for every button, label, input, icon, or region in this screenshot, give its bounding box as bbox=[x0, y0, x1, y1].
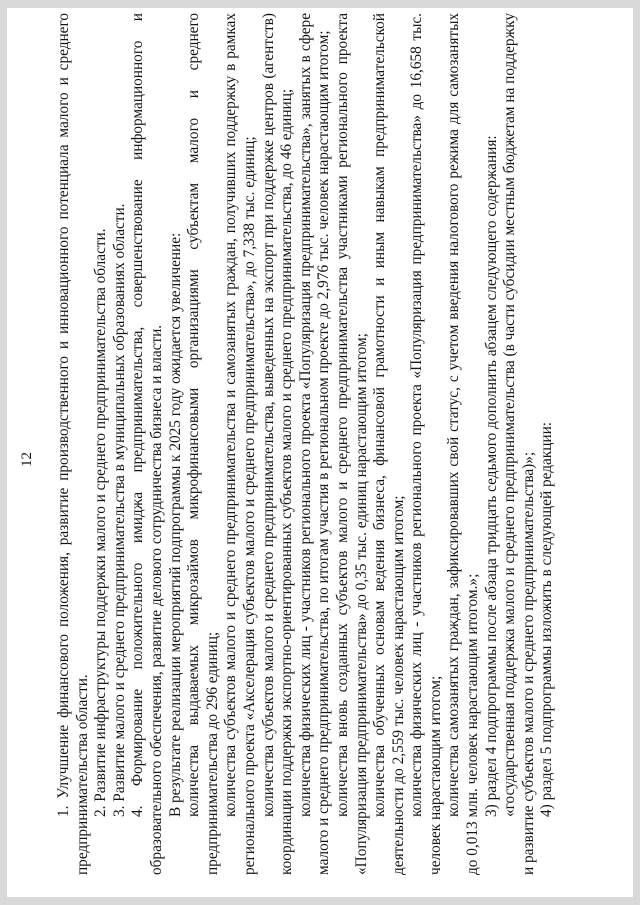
document-page bbox=[7, 8, 633, 897]
paragraph: количества обученных основам ведения бизнеса, финансовой грамотности и иным навыкам предпринимательской деятельности до 2,559 тыс. человек нарастающим итогом; bbox=[371, 13, 407, 875]
paragraph: 2. Развитие инфраструктуры поддержки малого и среднего предпринимательства области. bbox=[92, 228, 110, 817]
paragraph: «государственная поддержка малого и среднего предпринимательства (в части субсидии местным бюджетам на поддержку и развитие субъектов малого и среднего предпринимательства)»; bbox=[501, 13, 537, 875]
paragraph: количества субъектов малого и среднего предпринимательства, выведенных на экспорт при поддержке центров (агентств) координации поддержки экспортно-ориентированных субъектов малого и среднего предпринимательства, до 46 единиц; bbox=[259, 13, 296, 875]
paragraph: В результате реализации мероприятий подпрограммы к 2025 году ожидается увеличение: bbox=[166, 232, 184, 817]
body-text bbox=[55, 13, 557, 875]
paragraph: 1. Улучшение финансового положения, развитие производственного и инновационного потенциала малого и среднего предпринимательства области. bbox=[55, 13, 91, 875]
paragraph: количества вновь созданных субъектов малого и среднего предпринимательства участниками регионального проекта «Популяризация предпринимательства» до 0,35 тыс. единиц нарастающим итогом; bbox=[333, 13, 370, 875]
paragraph: 3) раздел 4 подпрограммы после абзаца тридцать седьмого дополнить абзацем следующего содержания: bbox=[482, 135, 500, 817]
paragraph: 3. Развитие малого и среднего предпринимательства в муниципальных образованиях области. bbox=[110, 203, 128, 817]
paragraph: количества самозанятых граждан, зафиксировавших свой статус, с учетом введения налогового режима для самозанятых до 0,013 млн. человек нарастающим итогом.»; bbox=[445, 13, 482, 875]
paragraph: количества физических лиц - участников регионального проекта «Популяризация предпринимательства» до 16,658 тыс. человек нарастающим итогом; bbox=[408, 13, 444, 875]
paragraph: количества субъектов малого и среднего предпринимательства и самозанятых граждан, получивших поддержку в рамках регионального проекта «Акселерация субъектов малого и среднего предпринимательства», до 7,338 тыс. единиц; bbox=[222, 13, 258, 875]
rotated-content bbox=[7, 8, 633, 897]
page-number: 12 bbox=[19, 452, 35, 467]
paragraph: 4) раздел 5 подпрограммы изложить в следующей редакции: bbox=[538, 421, 556, 817]
paragraph: 4. Формирование положительного имиджа предпринимательства, совершенствование информационного и образовательного обеспечения, развитие делового сотрудничества бизнеса и власти. bbox=[129, 13, 165, 875]
paragraph: количества физических лиц - участников регионального проекта «Популяризация предпринимательства», занятых в сфере малого и среднего предпринимательства, по итогам участия в региональном проекте до 2,976 тыс. человек нарастающим итогом; bbox=[296, 13, 333, 875]
paragraph: количества выдаваемых микрозаймов микрофинансовыми организациями субъектам малого и среднего предпринимательства до 296 единиц; bbox=[185, 13, 221, 875]
